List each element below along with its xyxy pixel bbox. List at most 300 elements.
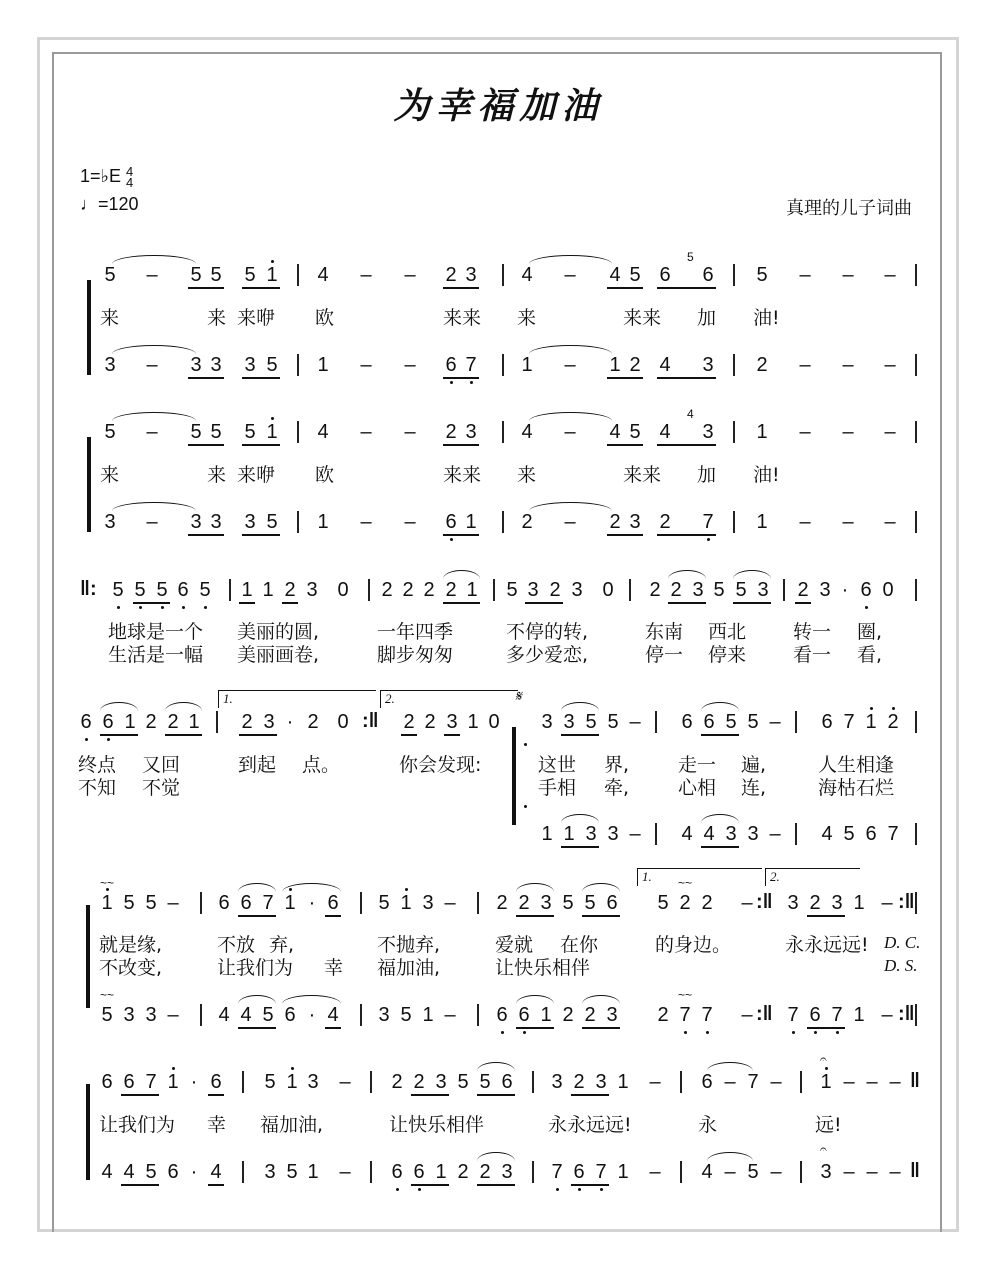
note: 2 xyxy=(445,264,457,286)
note: 5 xyxy=(843,823,855,845)
note: 6 xyxy=(573,1161,585,1183)
note: 5 xyxy=(585,711,597,733)
barline xyxy=(629,579,631,601)
note: – xyxy=(649,1161,661,1183)
barline xyxy=(783,579,785,601)
note: 2 xyxy=(659,511,671,533)
note: 2 xyxy=(423,579,435,601)
octave-low-dot xyxy=(501,1031,504,1034)
lyric-text: 又回 xyxy=(142,754,181,776)
note: – xyxy=(404,421,416,443)
lyric-text: 爱就 xyxy=(495,934,534,956)
note: 6 xyxy=(865,823,877,845)
note: 3 xyxy=(787,892,799,914)
lyric-text: 在你 xyxy=(560,934,599,956)
barline xyxy=(360,892,362,914)
note: 3 xyxy=(607,823,619,845)
lyric-text: 的身边。 xyxy=(655,934,732,956)
octave-low-dot xyxy=(182,606,185,609)
note: – xyxy=(884,511,896,533)
note: 4 xyxy=(123,1161,135,1183)
note: 4 xyxy=(210,1161,222,1183)
underline-beam xyxy=(525,602,563,604)
repeat-end: :‖ xyxy=(756,891,773,913)
lyric-text: 连, xyxy=(741,777,767,799)
note: – xyxy=(564,511,576,533)
note: 6 xyxy=(445,511,457,533)
barline xyxy=(733,511,735,533)
note: 0 xyxy=(488,711,500,733)
barline xyxy=(502,511,504,533)
note: 6 xyxy=(177,579,189,601)
note: – xyxy=(799,511,811,533)
note: 3 xyxy=(819,579,831,601)
note: 3 xyxy=(702,421,714,443)
note: 1 xyxy=(541,823,553,845)
note: 6 xyxy=(703,711,715,733)
note: 5 xyxy=(457,1071,469,1093)
note: 3 xyxy=(422,892,434,914)
barline xyxy=(915,1004,917,1026)
underline-beam xyxy=(607,534,643,536)
underline-beam xyxy=(733,602,771,604)
lyric-text: 看, xyxy=(857,644,883,666)
note: – xyxy=(884,264,896,286)
note: 4 xyxy=(659,421,671,443)
note: 7 xyxy=(595,1161,607,1183)
lyric-text: 到起 xyxy=(238,754,277,776)
note: 5 xyxy=(735,579,747,601)
underline-beam xyxy=(668,602,706,604)
note: 5 xyxy=(584,892,596,914)
note: 0 xyxy=(602,579,614,601)
system-brace xyxy=(86,905,90,1008)
barline xyxy=(477,892,479,914)
note: 3 xyxy=(190,511,202,533)
note: 3 xyxy=(145,1004,157,1026)
lyric-text: 欧 xyxy=(315,464,335,486)
note: 4 xyxy=(317,264,329,286)
note: · xyxy=(308,892,316,914)
note: 3 xyxy=(585,823,597,845)
octave-low-dot xyxy=(418,1188,421,1191)
volta-1: 1. xyxy=(637,868,762,886)
barline xyxy=(800,1161,802,1183)
note: 6 xyxy=(860,579,872,601)
note: – xyxy=(889,1161,901,1183)
note: 5 xyxy=(747,711,759,733)
barline xyxy=(532,1161,534,1183)
lyric-text: 来 xyxy=(207,307,227,329)
note: 2 xyxy=(629,354,641,376)
note: 5 xyxy=(104,264,116,286)
note: – xyxy=(649,1071,661,1093)
lyric-text: 人生相逢 xyxy=(818,754,895,776)
note: · xyxy=(308,1004,316,1026)
note: 6 xyxy=(240,892,252,914)
underline-beam xyxy=(443,602,480,604)
lyric-text: 终点 xyxy=(78,754,117,776)
barline xyxy=(493,579,495,601)
note: 6 xyxy=(102,711,114,733)
note: 3 xyxy=(541,711,553,733)
note: 1 xyxy=(317,511,329,533)
note: 1 xyxy=(124,711,136,733)
note: – xyxy=(842,354,854,376)
note: – xyxy=(884,354,896,376)
barline xyxy=(915,823,917,845)
lyric-text: 来来 xyxy=(443,464,482,486)
note: 5 xyxy=(400,1004,412,1026)
note: 5 xyxy=(607,711,619,733)
note: – xyxy=(146,264,158,286)
note: 1 xyxy=(756,421,768,443)
lyric-text: 地球是一个 xyxy=(108,621,204,643)
note: – xyxy=(843,1071,855,1093)
underline-beam xyxy=(657,377,716,379)
barline xyxy=(655,823,657,845)
note: – xyxy=(799,354,811,376)
repeat-start: ‖: xyxy=(80,578,97,600)
note: 7 xyxy=(831,1004,843,1026)
barline xyxy=(915,354,917,376)
note: 6 xyxy=(284,1004,296,1026)
lyric-text: 心相 xyxy=(678,777,717,799)
repeat-end: :‖ xyxy=(898,1003,915,1025)
note: 5 xyxy=(756,264,768,286)
note: 3 xyxy=(747,823,759,845)
lyric-text: 油! xyxy=(753,464,780,486)
note: 6 xyxy=(210,1071,222,1093)
note: 6 xyxy=(413,1161,425,1183)
note: 5 xyxy=(190,264,202,286)
note: 2 xyxy=(479,1161,491,1183)
note: 3 xyxy=(446,711,458,733)
note: 6 xyxy=(496,1004,508,1026)
underline-beam xyxy=(561,734,599,736)
note: 6 xyxy=(681,711,693,733)
note: 2 xyxy=(413,1071,425,1093)
underline-beam xyxy=(795,602,811,604)
repeat-end: :‖ xyxy=(756,1003,773,1025)
underline-beam xyxy=(325,915,341,917)
note: 1 xyxy=(422,1004,434,1026)
note: 5 xyxy=(101,1004,113,1026)
barline xyxy=(800,1071,802,1093)
note: 6 xyxy=(445,354,457,376)
note: 4 xyxy=(681,823,693,845)
lyric-text: 生活是一幅 xyxy=(108,644,204,666)
note: – xyxy=(360,511,372,533)
note: 2 xyxy=(887,711,899,733)
underline-beam xyxy=(701,846,739,848)
note: 2 xyxy=(381,579,393,601)
note: 4 xyxy=(703,823,715,845)
underline-beam xyxy=(121,1184,159,1186)
note: 5 xyxy=(266,511,278,533)
note: 1 xyxy=(617,1071,629,1093)
octave-low-dot xyxy=(85,738,88,741)
note: 3 xyxy=(692,579,704,601)
note: 3 xyxy=(563,711,575,733)
note: 0 xyxy=(882,579,894,601)
note: 5 xyxy=(104,421,116,443)
lyric-text: 这世 xyxy=(538,754,577,776)
segno-sign: 𝄋 xyxy=(515,689,522,705)
note: 5 xyxy=(479,1071,491,1093)
note: 6 xyxy=(659,264,671,286)
fermata: 𝄐 xyxy=(820,1142,827,1156)
octave-low-dot xyxy=(556,1188,559,1191)
underline-beam xyxy=(443,377,479,379)
note: 1 xyxy=(266,264,278,286)
lyric-text: 不觉 xyxy=(142,777,181,799)
note: 3 xyxy=(465,264,477,286)
note: 3 xyxy=(540,892,552,914)
note: 5 xyxy=(244,264,256,286)
note: – xyxy=(564,354,576,376)
note: 2 xyxy=(670,579,682,601)
lyric-text: 幸 xyxy=(207,1114,227,1136)
lyric-text: 让快乐相伴 xyxy=(495,957,591,979)
barline xyxy=(795,711,797,733)
underline-beam xyxy=(516,915,554,917)
barline xyxy=(502,421,504,443)
note: 1 xyxy=(266,421,278,443)
barline xyxy=(502,264,504,286)
barline xyxy=(297,421,299,443)
trill-mark: ~~ xyxy=(678,876,693,890)
final-barline: ‖ xyxy=(910,1160,920,1182)
underline-beam xyxy=(242,287,280,289)
underline-beam xyxy=(561,846,599,848)
note: 2 xyxy=(307,711,319,733)
barline xyxy=(297,354,299,376)
note: 5 xyxy=(506,579,518,601)
note: – xyxy=(444,1004,456,1026)
fermata: 𝄐 xyxy=(820,1052,827,1066)
barline xyxy=(242,1161,244,1183)
note: – xyxy=(167,1004,179,1026)
note: – xyxy=(741,892,753,914)
note: 5 xyxy=(199,579,211,601)
lyric-text: 不停的转, xyxy=(506,621,589,643)
ds-marking: D. S. xyxy=(884,956,918,975)
octave-low-dot xyxy=(204,606,207,609)
note: 4 xyxy=(218,1004,230,1026)
lyric-text: 海枯石烂 xyxy=(818,777,895,799)
trill-mark: ~~ xyxy=(100,876,115,890)
barline xyxy=(477,1004,479,1026)
note: 7 xyxy=(551,1161,563,1183)
underline-beam xyxy=(239,734,277,736)
underline-beam xyxy=(582,1027,620,1029)
note: 5 xyxy=(713,579,725,601)
octave-low-dot xyxy=(161,606,164,609)
underline-beam xyxy=(443,287,479,289)
song-title: 为幸福加油 xyxy=(393,85,604,127)
lyric-text: 让快乐相伴 xyxy=(389,1114,485,1136)
barline xyxy=(229,579,231,601)
note: 1 xyxy=(853,892,865,914)
barline xyxy=(200,892,202,914)
octave-high-dot xyxy=(405,888,408,891)
note: 6 xyxy=(518,1004,530,1026)
note: 5 xyxy=(145,1161,157,1183)
repeat-dot xyxy=(524,743,527,746)
note: 6 xyxy=(701,1071,713,1093)
note: 4 xyxy=(821,823,833,845)
note: · xyxy=(190,1071,198,1093)
underline-beam xyxy=(701,734,739,736)
grace-note: 4 xyxy=(687,407,694,421)
note: 6 xyxy=(167,1161,179,1183)
note: 2 xyxy=(756,354,768,376)
barline xyxy=(915,711,917,733)
note: – xyxy=(842,264,854,286)
underline-beam xyxy=(443,534,479,536)
note: 5 xyxy=(244,421,256,443)
note: – xyxy=(842,511,854,533)
note: – xyxy=(339,1161,351,1183)
underline-beam xyxy=(121,1094,159,1096)
lyric-text: 来 xyxy=(100,464,120,486)
note: 7 xyxy=(701,1004,713,1026)
underline-beam xyxy=(188,287,224,289)
note: 1 xyxy=(435,1161,447,1183)
barline xyxy=(915,892,917,914)
note: – xyxy=(866,1161,878,1183)
note: – xyxy=(404,264,416,286)
underline-beam xyxy=(188,534,224,536)
note: 2 xyxy=(679,892,691,914)
barline xyxy=(655,711,657,733)
note: 5 xyxy=(266,354,278,376)
lyric-text: 你会发现: xyxy=(399,754,482,776)
octave-low-dot xyxy=(523,1031,526,1034)
underline-beam xyxy=(133,602,170,604)
note: 2 xyxy=(584,1004,596,1026)
note: 6 xyxy=(80,711,92,733)
lyric-text: 东南 xyxy=(645,621,684,643)
lyric-text: 来来 xyxy=(623,464,662,486)
note: 6 xyxy=(101,1071,113,1093)
lyric-text: 遍, xyxy=(741,754,767,776)
note: · xyxy=(841,579,849,601)
volta-1: 1. xyxy=(218,690,376,708)
note: 3 xyxy=(244,354,256,376)
underline-beam xyxy=(807,1027,845,1029)
barline xyxy=(532,1071,534,1093)
underline-beam xyxy=(100,734,138,736)
lyric-text: 看一 xyxy=(793,644,832,666)
repeat-dot xyxy=(524,805,527,808)
note: – xyxy=(360,354,372,376)
system-brace xyxy=(512,727,516,825)
note: 5 xyxy=(145,892,157,914)
barline xyxy=(502,354,504,376)
note: 2 xyxy=(424,711,436,733)
underline-beam xyxy=(242,444,280,446)
octave-high-dot xyxy=(892,707,895,710)
lyric-text: 来 xyxy=(517,464,537,486)
note: 3 xyxy=(210,354,222,376)
barline xyxy=(242,1071,244,1093)
lyric-text: 牵, xyxy=(604,777,630,799)
note: 5 xyxy=(657,892,669,914)
note: 2 xyxy=(549,579,561,601)
note: – xyxy=(167,892,179,914)
underline-beam xyxy=(607,444,643,446)
note: 6 xyxy=(809,1004,821,1026)
lyric-text: 来 xyxy=(517,307,537,329)
lyric-text: 圈, xyxy=(857,621,883,643)
underline-beam xyxy=(208,1184,224,1186)
note: 4 xyxy=(659,354,671,376)
note: 3 xyxy=(190,354,202,376)
note: 2 xyxy=(573,1071,585,1093)
octave-low-dot xyxy=(117,606,120,609)
note: · xyxy=(190,1161,198,1183)
underline-beam xyxy=(188,444,224,446)
underline-beam xyxy=(411,1184,449,1186)
lyric-text: 界, xyxy=(604,754,630,776)
note: – xyxy=(444,892,456,914)
barline xyxy=(200,1004,202,1026)
note: 7 xyxy=(145,1071,157,1093)
note: 4 xyxy=(327,1004,339,1026)
barline xyxy=(733,421,735,443)
underline-beam xyxy=(477,1184,515,1186)
lyric-text: 一年四季 xyxy=(377,621,454,643)
note: 7 xyxy=(679,1004,691,1026)
note: 7 xyxy=(465,354,477,376)
barline xyxy=(360,1004,362,1026)
note: 7 xyxy=(747,1071,759,1093)
note: 3 xyxy=(306,579,318,601)
note: 5 xyxy=(264,1071,276,1093)
note: 5 xyxy=(747,1161,759,1183)
barline xyxy=(915,511,917,533)
note: – xyxy=(884,421,896,443)
note: – xyxy=(724,1161,736,1183)
note: – xyxy=(843,1161,855,1183)
note: 6 xyxy=(606,892,618,914)
note: 4 xyxy=(240,1004,252,1026)
barline xyxy=(915,264,917,286)
note: 3 xyxy=(263,711,275,733)
octave-low-dot xyxy=(450,538,453,541)
note: 6 xyxy=(391,1161,403,1183)
note: 7 xyxy=(787,1004,799,1026)
octave-low-dot xyxy=(706,1031,709,1034)
note: · xyxy=(286,711,294,733)
key-signature: 1=♭E 4 4 xyxy=(80,164,134,191)
octave-high-dot xyxy=(271,260,274,263)
lyric-text: 让我们为 xyxy=(217,957,294,979)
lyric-text: 远! xyxy=(815,1114,842,1136)
volta-2: 2. xyxy=(380,690,518,708)
barline xyxy=(680,1071,682,1093)
underline-beam xyxy=(188,377,224,379)
note: 5 xyxy=(286,1161,298,1183)
note: 6 xyxy=(327,892,339,914)
underline-beam xyxy=(239,602,255,604)
note: 2 xyxy=(609,511,621,533)
note: 1 xyxy=(262,579,274,601)
underline-beam xyxy=(607,287,643,289)
note: 3 xyxy=(551,1071,563,1093)
